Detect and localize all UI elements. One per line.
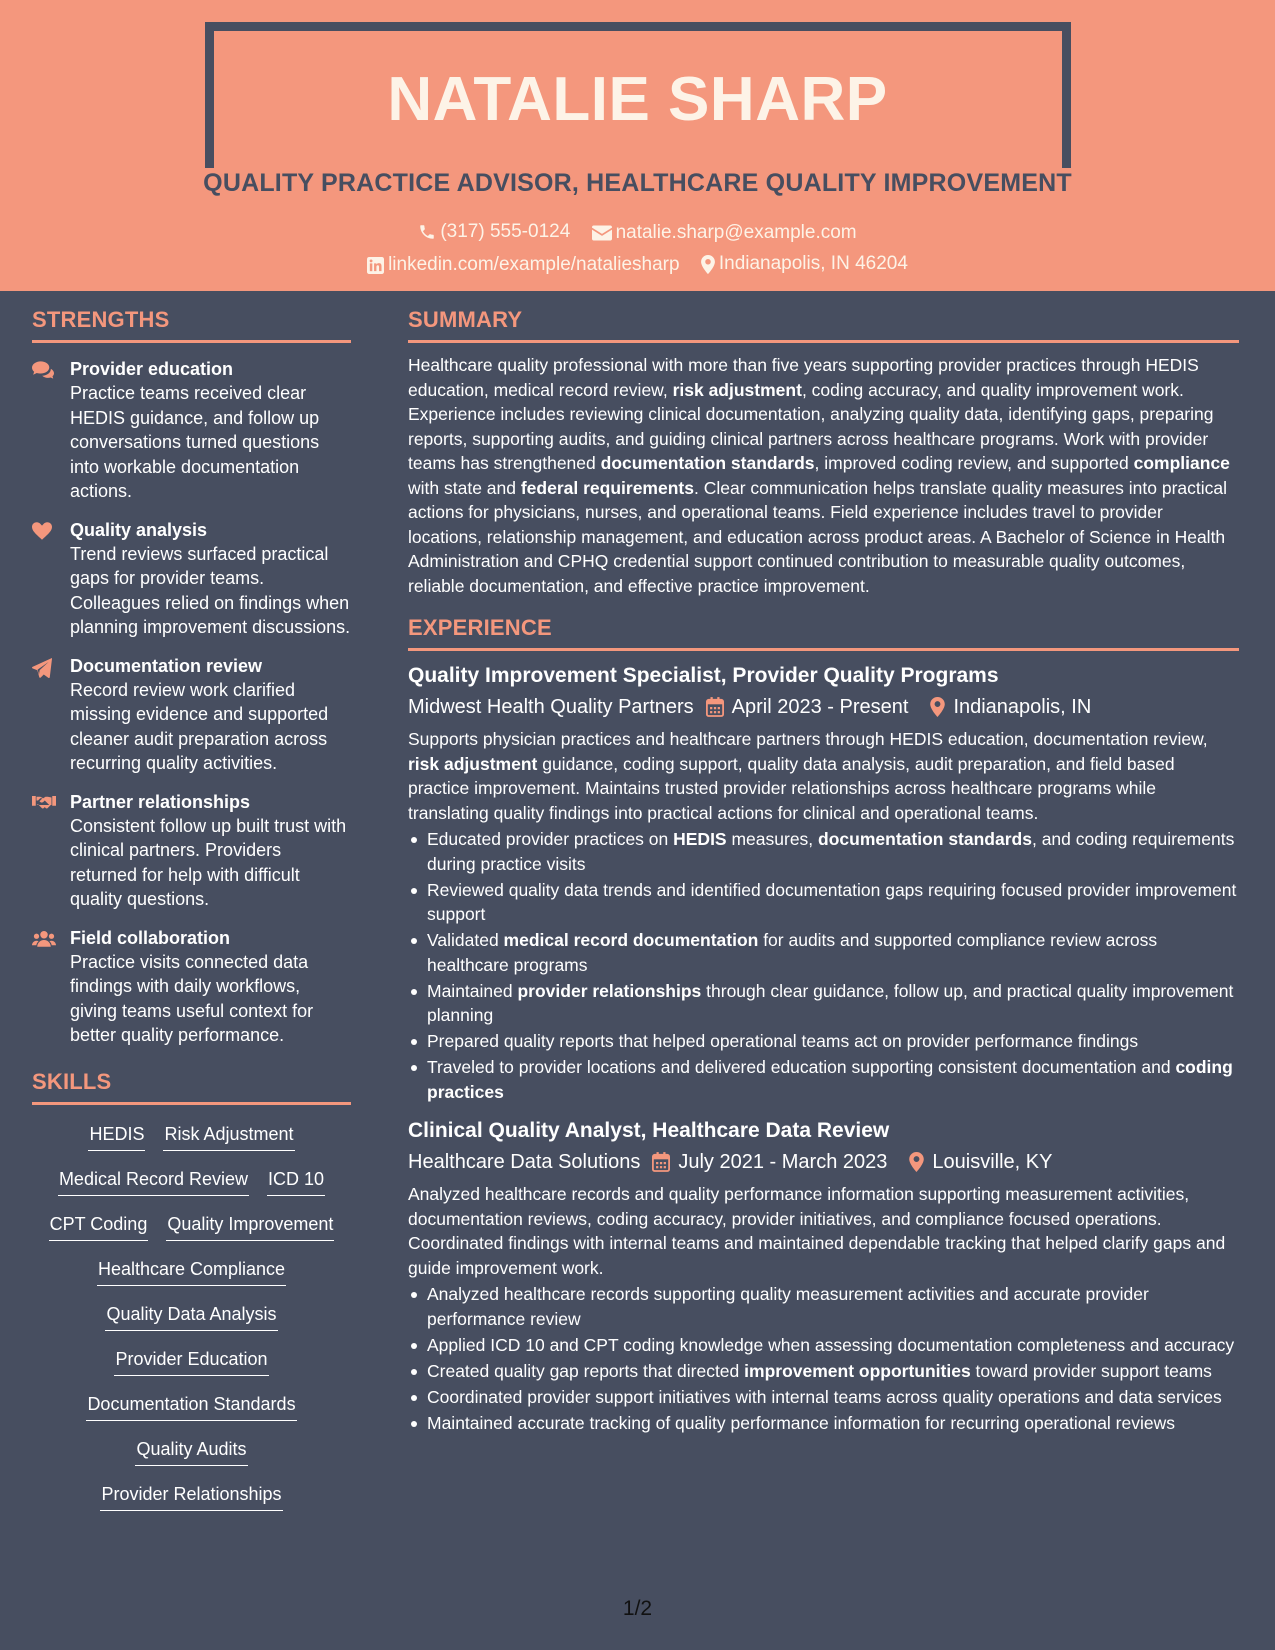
strengths-heading: STRENGTHS: [32, 300, 351, 343]
text-run: Educated provider practices on: [427, 829, 674, 849]
skill-tag: Provider Relationships: [100, 1481, 282, 1511]
phone-icon: [418, 223, 436, 241]
header-band: [0, 0, 1275, 291]
users-icon: [32, 926, 70, 1048]
job-dates-text: July 2021 - March 2023: [678, 1151, 888, 1173]
job-meta: [408, 691, 1239, 723]
skill-row: [32, 1436, 351, 1481]
skill-row: [32, 1391, 351, 1436]
bullet-item: [408, 1333, 1239, 1358]
text-run: Analyzed healthcare records supporting quality measurement activities and accurate provider performance review: [427, 1284, 1149, 1329]
job-entry: [408, 1116, 1239, 1435]
emphasis-text: HEDIS: [673, 829, 727, 849]
text-run: guidance, coding support, quality data analysis, audit preparation, and field based practice improvement. Maintains trusted provider relationships across healthcare programs while translating quality findings into practical actions for clinical and operational teams.: [408, 753, 1175, 823]
text-run: Traveled to provider locations and delivered education supporting consistent documentation and: [427, 1057, 1176, 1077]
email-text: natalie.sharp@example.com: [615, 222, 857, 243]
job-title: QUALITY PRACTICE ADVISOR, HEALTHCARE QUALITY IMPROVEMENT: [203, 169, 1072, 197]
paper-plane-icon: [32, 654, 70, 776]
skill-tag: Quality Audits: [135, 1436, 247, 1466]
phone-text: (317) 555-0124: [440, 221, 571, 242]
comments-icon: [32, 357, 70, 504]
heart-icon: [32, 518, 70, 640]
skill-tag: ICD 10: [267, 1166, 325, 1196]
text-run: Coordinated provider support initiatives with internal teams across quality operations and data services: [427, 1386, 1222, 1407]
location-contact: [701, 251, 908, 277]
location-text: Indianapolis, IN 46204: [718, 253, 908, 274]
job-bullets: [408, 1282, 1239, 1435]
emphasis-text: medical record documentation: [503, 930, 759, 950]
text-run: Maintained: [427, 980, 518, 1001]
text-run: Reviewed quality data trends and identified documentation gaps requiring focused provider improvement support: [427, 879, 1237, 924]
linkedin-text: linkedin.com/example/nataliesharp: [388, 254, 680, 275]
handshake-icon: [32, 790, 70, 912]
strength-title: Field collaboration: [70, 927, 231, 948]
emphasis-text: improvement opportunities: [744, 1360, 971, 1381]
emphasis-text: risk adjustment: [408, 753, 538, 774]
job-description: [408, 727, 1239, 825]
strength-title: Quality analysis: [70, 519, 208, 540]
phone-contact[interactable]: [418, 219, 570, 245]
linkedin-icon: [367, 257, 384, 274]
text-run: Analyzed healthcare records and quality performance information supporting measurement activities, documentation reviews, coding accuracy, provider initiatives, and compliance focused operations. Coordinated findings with internal teams and maintained dependable tracking that helped clarify gaps and guide improvement work.: [408, 1184, 1226, 1278]
summary-text: [408, 353, 1239, 598]
experience-heading: EXPERIENCE: [408, 608, 1239, 651]
strength-title: Partner relationships: [70, 791, 251, 812]
text-run: measures,: [726, 829, 819, 849]
strength-body: [70, 518, 351, 640]
emphasis-text: coding practices: [427, 1057, 1233, 1102]
job-role-title: Quality Improvement Specialist, Provider Quality Programs: [408, 664, 999, 687]
bullet-item: [408, 979, 1239, 1028]
strength-body: [70, 790, 351, 912]
text-run: Supports physician practices and healthcare partners through HEDIS education, documentation review,: [408, 729, 1208, 749]
job-company: Healthcare Data Solutions: [408, 1151, 641, 1173]
bullet-item: [408, 928, 1239, 977]
strength-body: [70, 357, 351, 504]
job-location: [930, 691, 1091, 723]
skill-tag: Healthcare Compliance: [97, 1256, 286, 1286]
strength-item: [32, 518, 351, 640]
strength-item: [32, 790, 351, 912]
text-run: with state and: [408, 477, 521, 498]
strength-item: [32, 926, 351, 1048]
skill-tag: Quality Data Analysis: [105, 1301, 277, 1331]
job-location: [909, 1146, 1052, 1178]
text-run: toward provider support teams: [970, 1360, 1212, 1381]
text-run: through clear guidance, follow up, and practical quality improvement planning: [427, 980, 1234, 1025]
job-meta: [408, 1146, 1239, 1178]
text-run: , coding accuracy, and quality improvement work. Experience includes reviewing clinical documentation, analyzing quality data, identifying gaps, preparing reports, supporting audits, and guiding clinical partners across healthcare programs. Work with provider teams has strengthened: [408, 379, 1214, 473]
candidate-name: NATALIE SHARP: [387, 65, 888, 134]
calendar-icon: [652, 1152, 670, 1172]
bullet-item: [408, 1411, 1239, 1436]
text-run: Prepared quality reports that helped operational teams act on provider performance findings: [427, 1031, 1139, 1051]
strength-title: Documentation review: [70, 655, 263, 676]
skill-tag: HEDIS: [88, 1121, 145, 1151]
strength-description: Practice teams received clear HEDIS guidance, and follow up conversations turned questions into workable documentation actions.: [70, 383, 320, 501]
skill-tag: CPT Coding: [49, 1211, 149, 1241]
job-location-text: Indianapolis, IN: [953, 696, 1092, 718]
skill-tag: Medical Record Review: [58, 1166, 249, 1196]
map-pin-icon: [930, 697, 945, 717]
bullet-item: [408, 1029, 1239, 1054]
calendar-icon: [706, 697, 724, 717]
bullet-item: [408, 1385, 1239, 1410]
contact-row-1: [0, 219, 1275, 249]
job-bullets: [408, 827, 1239, 1104]
emphasis-text: federal requirements: [520, 477, 694, 498]
bullet-item: [408, 1055, 1239, 1104]
emphasis-text: provider relationships: [517, 980, 702, 1001]
job-description: [408, 1182, 1239, 1280]
skills-list: [32, 1115, 351, 1526]
strength-description: Practice visits connected data findings with daily workflows, giving teams useful context for better quality performance.: [70, 951, 314, 1045]
strength-description: Record review work clarified missing evidence and supported cleaner audit preparation across recurring quality activities.: [70, 679, 329, 773]
job-dates-text: April 2023 - Present: [731, 696, 909, 718]
linkedin-contact[interactable]: [367, 252, 680, 278]
skill-row: [32, 1256, 351, 1301]
bullet-item: [408, 1359, 1239, 1384]
emphasis-text: documentation standards: [818, 829, 1032, 849]
skill-tag: Quality Improvement: [166, 1211, 334, 1241]
strength-description: Consistent follow up built trust with clinical partners. Providers returned for help with difficult quality questions.: [70, 815, 347, 909]
emphasis-text: risk adjustment: [672, 379, 802, 400]
skill-tag: Documentation Standards: [86, 1391, 296, 1421]
email-contact[interactable]: [592, 220, 857, 246]
map-pin-icon: [701, 255, 715, 274]
job-entry: [408, 661, 1239, 1104]
text-run: for audits and supported compliance review across healthcare programs: [427, 930, 1158, 975]
text-run: Validated: [427, 930, 504, 950]
job-dates: [706, 691, 909, 723]
text-run: Healthcare quality professional with more than five years supporting provider practices through HEDIS education, medical record review,: [408, 355, 1199, 400]
strength-item: [32, 654, 351, 776]
skill-row: [32, 1346, 351, 1391]
text-run: , improved coding review, and supported: [814, 453, 1134, 473]
skill-tag: Provider Education: [114, 1346, 268, 1376]
skill-row: [32, 1301, 351, 1346]
strength-item: [32, 357, 351, 504]
skill-row: [32, 1481, 351, 1526]
skill-row: [32, 1121, 351, 1166]
page-number: 1/2: [622, 1597, 653, 1620]
job-role-title: Clinical Quality Analyst, Healthcare Data Review: [408, 1119, 890, 1142]
emphasis-text: documentation standards: [600, 453, 815, 473]
text-run: Created quality gap reports that directed: [427, 1360, 745, 1381]
skill-row: [32, 1166, 351, 1211]
left-column: [32, 300, 351, 1526]
strengths-list: [32, 353, 351, 1048]
contact-row-2: [0, 251, 1275, 282]
text-run: . Clear communication helps translate quality measures into practical actions for physicians, nurses, and operational teams. Field experience includes travel to provider locations, relationship management, and education across product areas. A Bachelor of Science in Health Administration and CPHQ credential support continued contribution to measurable quality outcomes, reliable documentation, and effective practice improvement.: [408, 477, 1228, 596]
summary-heading: SUMMARY: [408, 300, 1239, 343]
bullet-item: [408, 1282, 1239, 1331]
strength-body: [70, 654, 351, 776]
text-run: Maintained accurate tracking of quality performance information for recurring operational reviews: [427, 1412, 1176, 1433]
right-column: [408, 300, 1239, 1447]
text-run: , and coding requirements during practice visits: [427, 829, 1235, 874]
text-run: Applied ICD 10 and CPT coding knowledge when assessing documentation completeness and accuracy: [427, 1334, 1235, 1355]
skill-tag: Risk Adjustment: [163, 1121, 294, 1151]
emphasis-text: compliance: [1133, 453, 1230, 473]
envelope-icon: [592, 225, 612, 241]
job-location-text: Louisville, KY: [932, 1151, 1053, 1173]
strength-description: Trend reviews surfaced practical gaps for provider teams. Colleagues relied on findings when planning improvement discussions.: [70, 543, 351, 637]
strength-title: Provider education: [70, 359, 234, 379]
strength-body: [70, 926, 351, 1048]
job-dates: [652, 1146, 887, 1178]
bullet-item: [408, 827, 1239, 876]
map-pin-icon: [909, 1152, 924, 1172]
jobs-list: [408, 661, 1239, 1435]
skills-heading: SKILLS: [32, 1062, 351, 1105]
bullet-item: [408, 878, 1239, 927]
job-company: Midwest Health Quality Partners: [408, 696, 694, 718]
skill-row: [32, 1211, 351, 1256]
